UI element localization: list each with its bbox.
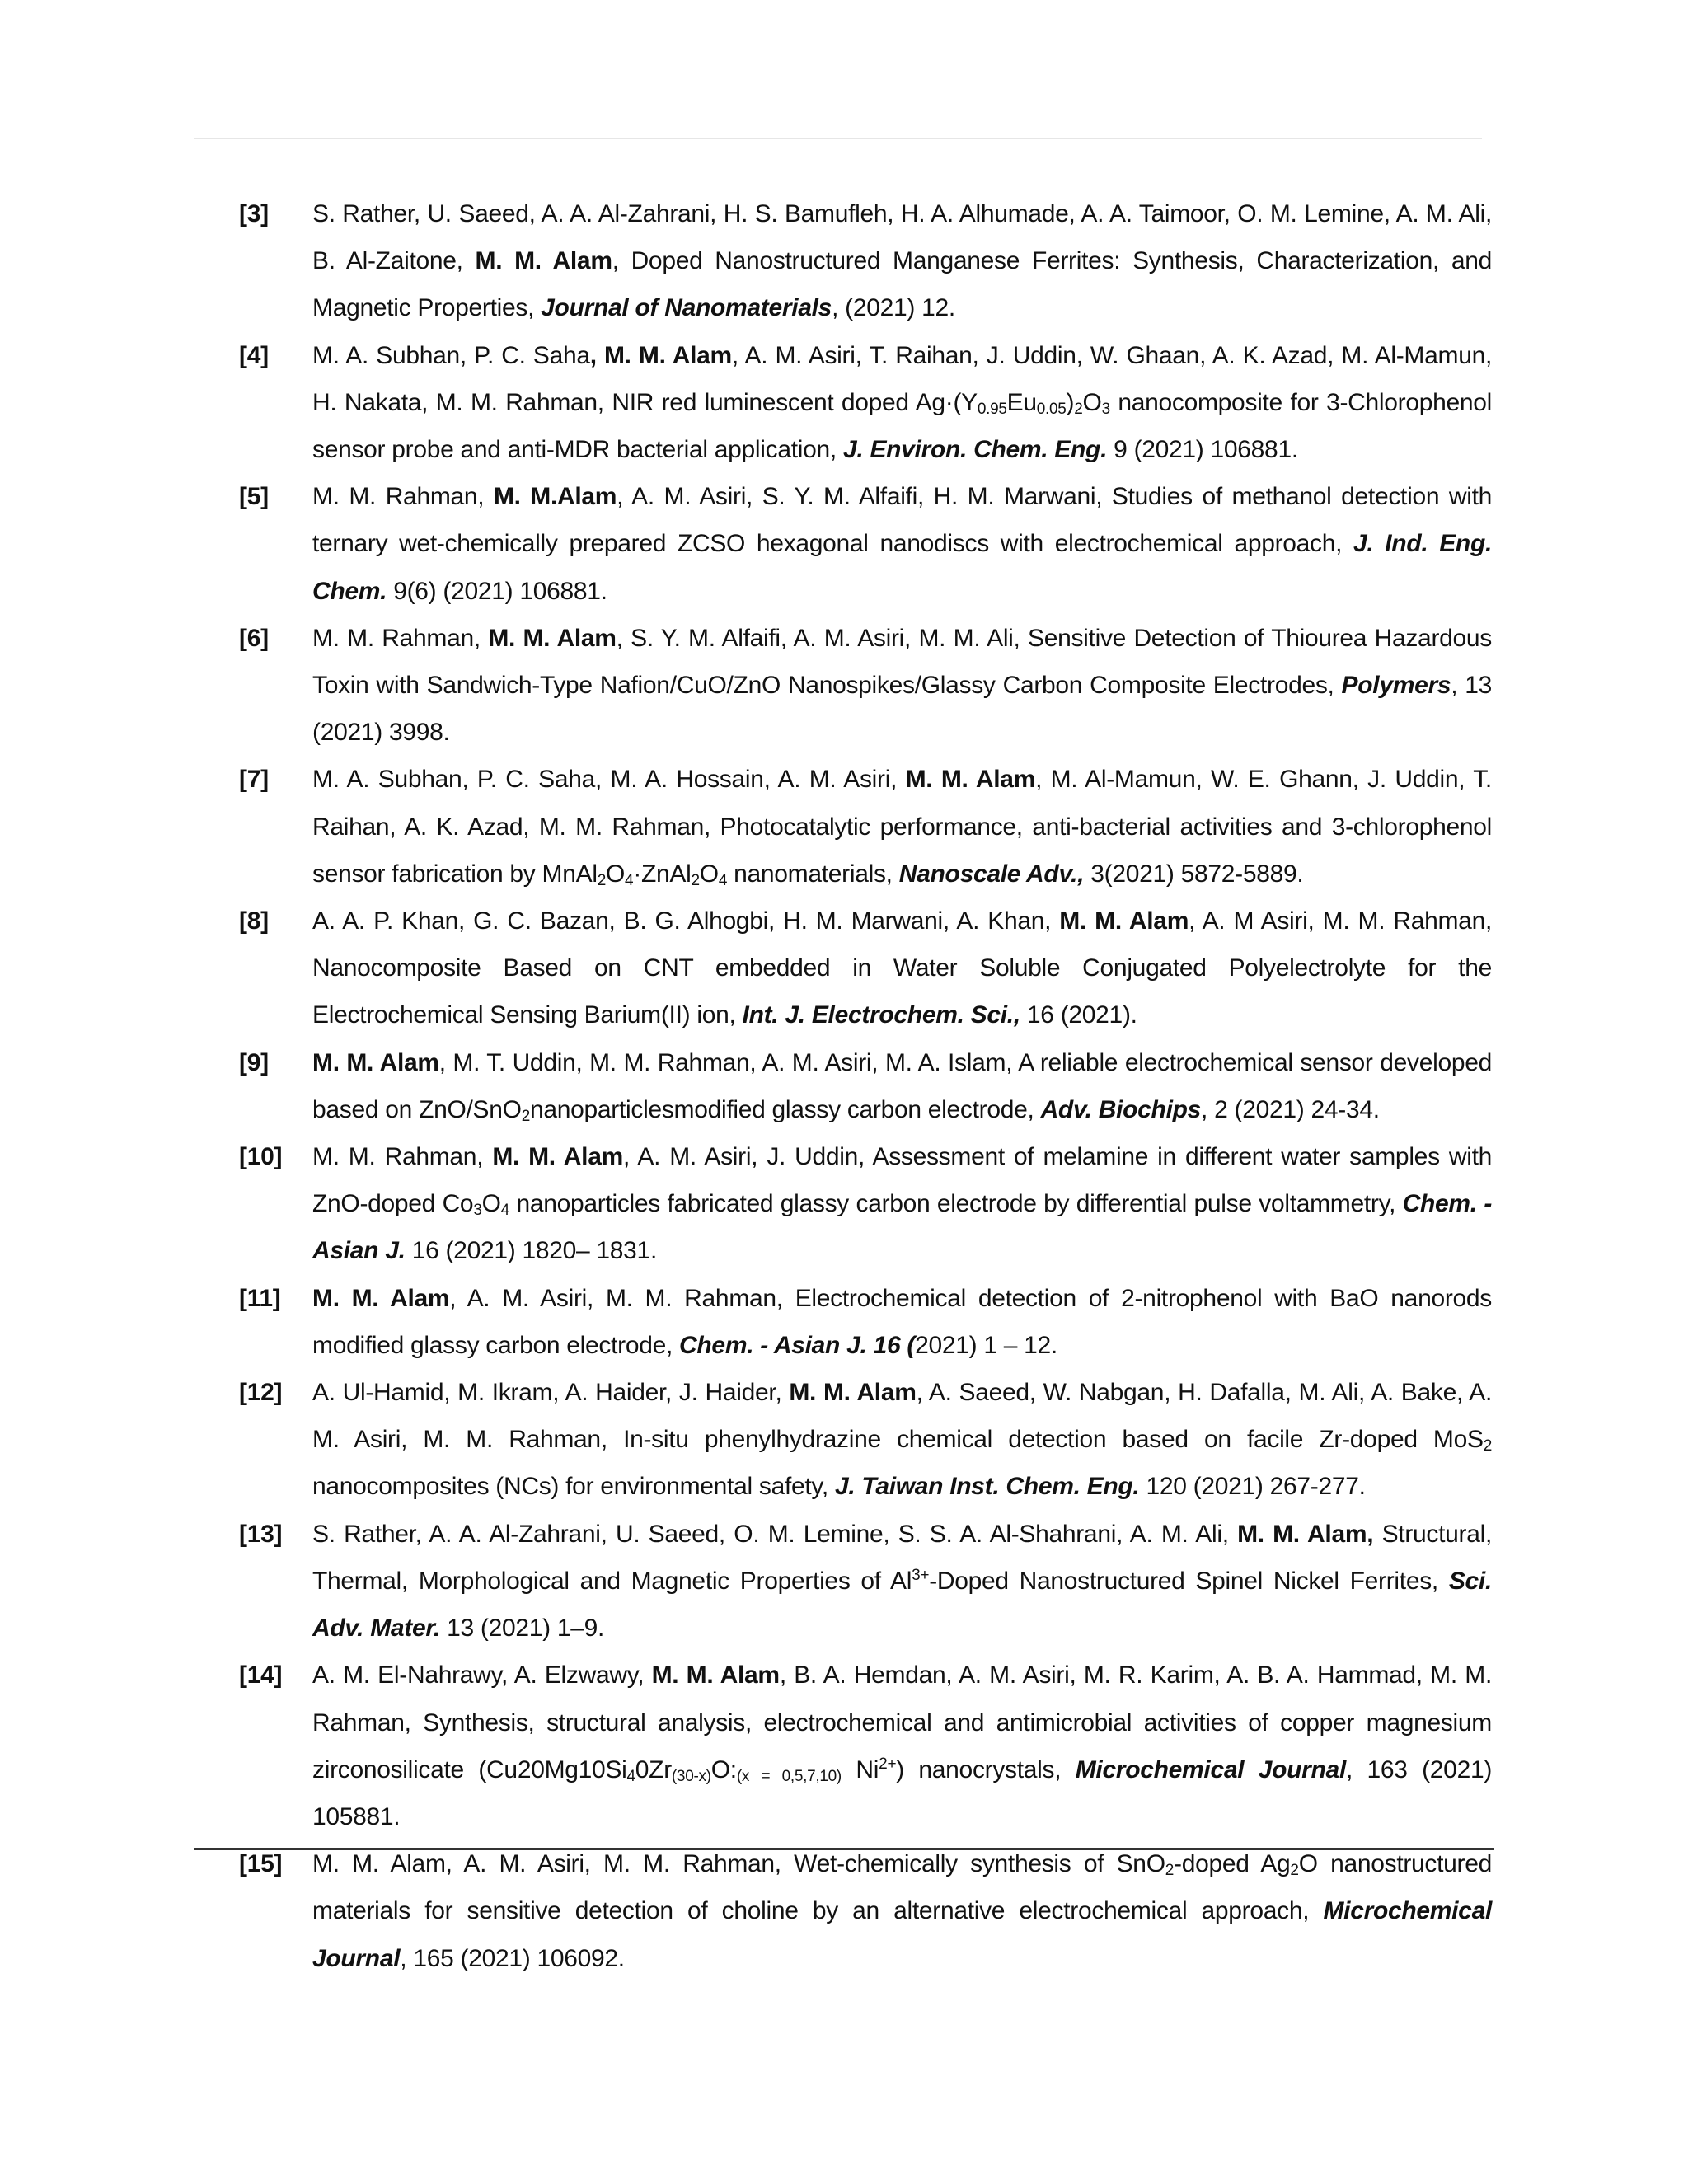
reference-text	[312, 200, 1492, 321]
reference-number: [11]	[239, 1284, 281, 1312]
reference-item	[239, 1039, 1492, 1133]
journal-name: Microchemical Journal	[1075, 1755, 1346, 1783]
reference-segment: A. M. El-Nahrawy, A. Elzwawy,	[312, 1661, 652, 1690]
reference-item	[239, 1369, 1492, 1511]
superscript: 2+	[879, 1755, 897, 1773]
subscript: 4	[500, 1202, 509, 1220]
reference-number: [8]	[239, 907, 269, 935]
reference-text	[312, 1049, 1492, 1123]
reference-item	[239, 332, 1492, 474]
journal-name: Int. J. Electrochem. Sci.,	[742, 1001, 1020, 1029]
subscript: 3	[1101, 400, 1110, 418]
journal-name: Adv. Biochips	[1040, 1095, 1202, 1123]
reference-segment: , M. Al-Mamun, W. E. Ghann, J. Uddin, T. Raihan, A. K. Azad, M. M. Rahman, Photocatalytic performance, anti-bacterial activities and 3-chlorophenol sensor fabrication by MnAl	[312, 766, 1492, 888]
reference-text	[312, 1379, 1492, 1500]
footer-rule	[194, 1848, 1494, 1850]
reference-number: [5]	[239, 483, 269, 511]
reference-text	[312, 1285, 1492, 1359]
subscript: 4	[625, 871, 634, 889]
reference-segment: nanomaterials,	[727, 860, 899, 888]
reference-text	[312, 1143, 1492, 1264]
subscript: 4	[718, 871, 728, 889]
subscript: 2	[597, 871, 606, 889]
reference-segment: O	[481, 1190, 501, 1218]
reference-segment: , 13 (2021) 3998.	[312, 672, 1493, 747]
author-highlight: M. M. Alam	[312, 1284, 450, 1312]
superscript: 3+	[912, 1566, 930, 1584]
reference-segment: nanocomposite for 3-Chlorophenol sensor probe and anti-MDR bacterial application,	[312, 388, 1492, 464]
reference-segment: O:	[710, 1755, 737, 1783]
subscript: 2	[691, 871, 700, 889]
subscript: 0.05	[1036, 400, 1067, 418]
journal-name: Journal of Nanomaterials	[541, 294, 832, 322]
reference-text	[312, 1661, 1492, 1830]
reference-segment: , 163 (2021) 105881.	[312, 1755, 1493, 1830]
reference-segment: , A. M. Asiri, J. Uddin, Assessment of melamine in different water samples with ZnO-doped Co	[312, 1143, 1492, 1218]
reference-segment: 120 (2021) 267-277.	[1139, 1473, 1366, 1501]
reference-item	[239, 615, 1492, 757]
subscript: 2	[1290, 1862, 1299, 1880]
reference-segment: , A. M Asiri, M. M. Rahman, Nanocomposite Based on CNT embedded in Water Soluble Conjugated Polyelectrolyte for the Electrochemical Sensing Barium(II) ion,	[312, 907, 1492, 1029]
reference-segment: 13 (2021) 1–9.	[440, 1615, 605, 1643]
author-highlight: M. M. Alam	[651, 1661, 780, 1690]
reference-segment: 16 (2021).	[1020, 1001, 1137, 1029]
reference-segment: ·ZnAl	[633, 860, 692, 888]
reference-segment: A. A. P. Khan, G. C. Bazan, B. G. Alhogbi, H. M. Marwani, A. Khan,	[312, 907, 1060, 935]
reference-segment: 2021) 1 – 12.	[915, 1331, 1057, 1359]
reference-segment: nanoparticles fabricated glassy carbon electrode by differential pulse voltammetry,	[509, 1190, 1403, 1218]
reference-segment: , A. M. Asiri, T. Raihan, J. Uddin, W. Ghaan, A. K. Azad, M. Al-Mamun, H. Nakata, M. M. Rahman, NIR red luminescent doped Ag·(Y	[312, 341, 1492, 416]
author-highlight: M. M. Alam	[475, 247, 612, 275]
journal-name: Microchemical Journal	[312, 1897, 1492, 1972]
reference-segment: 9 (2021) 106881.	[1107, 436, 1298, 464]
reference-item	[239, 473, 1492, 615]
reference-segment: Structural, Thermal, Morphological and Magnetic Properties of Al	[312, 1520, 1493, 1595]
reference-item	[239, 190, 1492, 332]
reference-item	[239, 1840, 1492, 1982]
reference-segment: A. Ul-Hamid, M. Ikram, A. Haider, J. Haider,	[312, 1379, 790, 1407]
header-rule	[194, 138, 1482, 139]
reference-item	[239, 1652, 1492, 1840]
reference-number: [14]	[239, 1661, 283, 1690]
reference-segment: 3(2021) 5872-5889.	[1084, 860, 1304, 888]
reference-segment: , A. M. Asiri, M. M. Rahman, Electrochemical detection of 2-nitrophenol with BaO nanorods modified glassy carbon electrode,	[312, 1284, 1492, 1359]
reference-segment: S. Rather, U. Saeed, A. A. Al-Zahrani, H. S. Bamufleh, H. A. Alhumade, A. A. Taimoor, O. M. Lemine, A. M. Ali, B. Al-Zaitone,	[312, 200, 1492, 275]
reference-segment: ) nanocrystals,	[896, 1755, 1076, 1783]
journal-name: J. Environ. Chem. Eng.	[842, 436, 1108, 464]
reference-segment: )	[1066, 388, 1075, 416]
journal-name: J. Taiwan Inst. Chem. Eng.	[834, 1473, 1140, 1501]
reference-text	[312, 625, 1492, 746]
reference-item	[239, 898, 1492, 1039]
reference-segment: , B. A. Hemdan, A. M. Asiri, M. R. Karim, A. B. A. Hammad, M. M. Rahman, Synthesis, structural analysis, electrochemical and antimicrobial activities of copper magnesium zirconosilicate (Cu20Mg10Si	[312, 1661, 1492, 1783]
journal-name: Polymers	[1341, 672, 1451, 700]
reference-segment: O	[605, 860, 626, 888]
reference-segment: , A. Saeed, W. Nabgan, H. Dafalla, M. Ali, A. Bake, A. M. Asiri, M. M. Rahman, In-situ phenylhydrazine chemical detection based on facile Zr-doped MoS	[312, 1379, 1492, 1454]
reference-number: [13]	[239, 1520, 283, 1548]
reference-segment: , M. T. Uddin, M. M. Rahman, A. M. Asiri, M. A. Islam, A reliable electrochemical sensor developed based on ZnO/SnO	[312, 1048, 1492, 1123]
reference-segment: -doped Ag	[1174, 1850, 1291, 1878]
reference-number: [15]	[239, 1850, 283, 1878]
reference-segment: nanoparticlesmodified glassy carbon electrode,	[529, 1095, 1041, 1123]
reference-segment: , 165 (2021) 106092.	[400, 1944, 625, 1972]
reference-text	[312, 907, 1492, 1029]
reference-segment: , 2 (2021) 24-34.	[1201, 1095, 1380, 1123]
reference-number: [9]	[239, 1048, 269, 1076]
reference-segment: nanocomposites (NCs) for environmental safety,	[312, 1473, 835, 1501]
reference-number: [12]	[239, 1379, 283, 1407]
reference-number: [6]	[239, 624, 269, 652]
author-highlight: M. M. Alam	[1059, 907, 1189, 935]
reference-segment: Ni	[841, 1755, 879, 1783]
reference-text	[312, 342, 1492, 463]
reference-segment: 9(6) (2021) 106881.	[387, 577, 607, 605]
reference-segment: , A. M. Asiri, S. Y. M. Alfaifi, H. M. Marwani, Studies of methanol detection with ternary wet-chemically prepared ZCSO hexagonal nanodiscs with electrochemical approach,	[312, 483, 1492, 558]
reference-item	[239, 1511, 1492, 1652]
reference-segment: S. Rather, A. A. Al-Zahrani, U. Saeed, O. M. Lemine, S. S. A. Al-Shahrani, A. M. Ali,	[312, 1520, 1238, 1548]
reference-segment: , (2021) 12.	[832, 294, 955, 322]
reference-number: [3]	[239, 200, 269, 227]
subscript: 2	[521, 1107, 530, 1125]
subscript: 4	[626, 1767, 635, 1785]
author-highlight: M. M. Alam,	[1237, 1520, 1374, 1548]
journal-name: Chem. - Asian J.	[312, 1190, 1493, 1265]
reference-segment: O nanostructured materials for sensitive detection of choline by an alternative electrochemical approach,	[312, 1850, 1493, 1925]
author-highlight: M. M. Alam	[905, 766, 1036, 794]
reference-number: [7]	[239, 766, 269, 794]
reference-text	[312, 483, 1492, 604]
author-highlight: M. M. Alam	[312, 1048, 439, 1076]
reference-segment: 0Zr	[635, 1755, 672, 1783]
reference-number: [10]	[239, 1143, 283, 1171]
subscript: (x = 0,5,7,10)	[736, 1767, 842, 1785]
reference-segment: M. M. Rahman,	[312, 1143, 493, 1171]
reference-segment: 16 (2021) 1820– 1831.	[405, 1237, 657, 1265]
reference-text	[312, 1850, 1492, 1971]
reference-segment: M. M. Alam, A. M. Asiri, M. M. Rahman, Wet-chemically synthesis of SnO	[312, 1850, 1165, 1878]
reference-number: [4]	[239, 341, 269, 369]
reference-segment: M. M. Rahman,	[312, 624, 489, 652]
journal-name: Nanoscale Adv.,	[898, 860, 1085, 888]
reference-item	[239, 756, 1492, 898]
reference-segment: M. M. Rahman,	[312, 483, 494, 511]
author-highlight: M. M. Alam	[488, 624, 617, 652]
reference-list	[239, 190, 1492, 1982]
author-highlight: M. M. Alam	[492, 1143, 623, 1171]
subscript: 2	[1483, 1437, 1492, 1455]
reference-segment: , S. Y. M. Alfaifi, A. M. Asiri, M. M. Ali, Sensitive Detection of Thiourea Hazardous Toxin with Sandwich-Type Nafion/CuO/ZnO Nanospikes/Glassy Carbon Composite Electrodes,	[312, 624, 1492, 700]
reference-segment: -Doped Nanostructured Spinel Nickel Ferrites,	[929, 1567, 1449, 1595]
journal-name: Sci. Adv. Mater.	[312, 1567, 1492, 1643]
subscript: 2	[1074, 400, 1083, 418]
reference-item	[239, 1275, 1492, 1369]
journal-name: J. Ind. Eng. Chem.	[312, 530, 1493, 605]
subscript: (30-x)	[671, 1767, 711, 1785]
reference-segment: M. A. Subhan, P. C. Saha, M. A. Hossain, A. M. Asiri,	[312, 766, 906, 794]
reference-segment: M. A. Subhan, P. C. Saha	[312, 341, 590, 369]
reference-segment: , Doped Nanostructured Manganese Ferrites: Synthesis, Characterization, and Magnetic Properties,	[312, 247, 1492, 322]
reference-text	[312, 1521, 1492, 1642]
journal-name: Chem. - Asian J. 16 (	[679, 1331, 916, 1359]
reference-segment: O	[699, 860, 719, 888]
subscript: 2	[1165, 1862, 1175, 1880]
subscript: 0.95	[977, 400, 1007, 418]
author-highlight: M. M. Alam	[789, 1379, 917, 1407]
subscript: 3	[473, 1202, 482, 1220]
author-highlight: M. M.Alam	[493, 483, 617, 511]
reference-item	[239, 1133, 1492, 1275]
reference-text	[312, 766, 1492, 887]
author-highlight: , M. M. Alam	[589, 341, 732, 369]
reference-segment: Eu	[1006, 388, 1037, 416]
reference-segment: O	[1082, 388, 1102, 416]
